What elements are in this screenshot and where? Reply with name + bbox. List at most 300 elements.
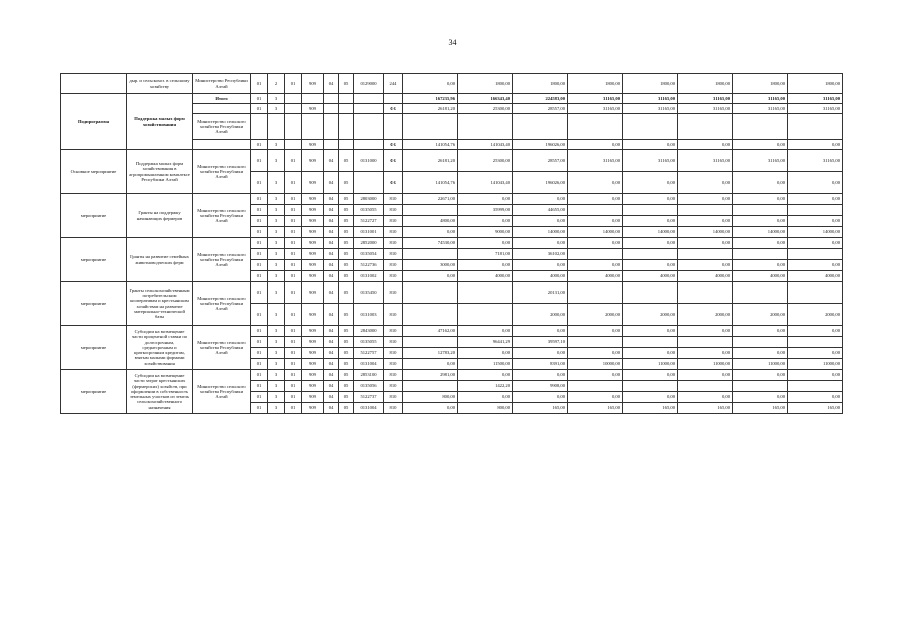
amount-cell: 0,00: [678, 216, 733, 227]
executor-cell: [193, 140, 251, 150]
code-cell: 01: [251, 194, 268, 205]
code-cell: 01: [285, 392, 302, 403]
code-cell: 3: [268, 359, 285, 370]
amount-cell: 0,00: [458, 392, 513, 403]
amount-cell: 1800,00: [513, 74, 568, 94]
amount-cell: 1800,00: [568, 74, 623, 94]
code-cell: 3: [268, 194, 285, 205]
code-cell: 810: [384, 381, 403, 392]
code-cell: [268, 114, 285, 140]
code-cell: [324, 140, 339, 150]
amount-cell: 25300,00: [458, 104, 513, 114]
code-cell: 0135056: [354, 381, 384, 392]
amount-cell: 12783,20: [403, 348, 458, 359]
amount-cell: 14000,00: [733, 227, 788, 238]
code-cell: 01: [251, 227, 268, 238]
amount-cell: 47162,00: [403, 326, 458, 337]
amount-cell: [788, 114, 843, 140]
code-cell: 01: [285, 227, 302, 238]
code-cell: 810: [384, 337, 403, 348]
amount-cell: [788, 249, 843, 260]
code-cell: 01: [285, 403, 302, 414]
code-cell: 3: [268, 403, 285, 414]
amount-cell: 0,00: [733, 172, 788, 194]
executor-cell: Министерство сельского хозяйства Республики Алтай: [193, 326, 251, 370]
amount-cell: 4000,00: [568, 271, 623, 282]
code-cell: 05: [339, 403, 354, 414]
code-cell: 909: [302, 104, 324, 114]
budget-table: [60, 73, 843, 414]
status-cell: Основное мероприятие: [61, 150, 127, 194]
amount-cell: 39597,10: [513, 337, 568, 348]
name-cell: Субсидии на возмещение части затрат крестьянских (фермерских) хозяйств, при оформлении в собственность земельных участков из земель сельскохозяйственного назначения: [127, 370, 193, 414]
amount-cell: [733, 381, 788, 392]
code-cell: 04: [324, 260, 339, 271]
name-cell: Гранты на развитие семейных животноводческих ферм: [127, 238, 193, 282]
code-cell: 04: [324, 337, 339, 348]
amount-cell: [568, 282, 623, 304]
code-cell: 3: [268, 304, 285, 326]
amount-cell: 1800,00: [623, 74, 678, 94]
amount-cell: 0,00: [623, 140, 678, 150]
executor-cell: Министерство сельского хозяйства Республики Алтай: [193, 282, 251, 326]
code-cell: 0135054: [354, 249, 384, 260]
amount-cell: 1800,00: [458, 74, 513, 94]
code-cell: 3: [268, 150, 285, 172]
amount-cell: [788, 205, 843, 216]
name-cell: Поддержка малых форм хозяйствования в агропромышленном комплексе Республики Алтай: [127, 150, 193, 194]
code-cell: 3: [268, 260, 285, 271]
code-cell: 01: [251, 370, 268, 381]
amount-cell: 14000,00: [568, 227, 623, 238]
code-cell: 810: [384, 205, 403, 216]
code-cell: 04: [324, 359, 339, 370]
code-cell: 04: [324, 227, 339, 238]
code-cell: 05: [339, 359, 354, 370]
amount-cell: 0,00: [513, 348, 568, 359]
code-cell: [285, 94, 302, 104]
code-cell: 810: [384, 271, 403, 282]
amount-cell: 0,00: [403, 403, 458, 414]
amount-cell: 0,00: [623, 238, 678, 249]
code-cell: 01: [285, 282, 302, 304]
code-cell: 01: [251, 94, 268, 104]
code-cell: 04: [324, 238, 339, 249]
amount-cell: [678, 205, 733, 216]
code-cell: 01: [251, 216, 268, 227]
code-cell: 810: [384, 392, 403, 403]
code-cell: 04: [324, 348, 339, 359]
amount-cell: 2981,00: [403, 370, 458, 381]
code-cell: [354, 140, 384, 150]
amount-cell: 2000,00: [568, 304, 623, 326]
code-cell: 01: [285, 304, 302, 326]
code-cell: [285, 140, 302, 150]
status-cell: мероприятие: [61, 238, 127, 282]
amount-cell: 0,00: [568, 194, 623, 205]
code-cell: 3: [268, 249, 285, 260]
code-cell: 909: [302, 304, 324, 326]
amount-cell: 0,00: [678, 326, 733, 337]
code-cell: 909: [302, 359, 324, 370]
amount-cell: 2000,00: [788, 304, 843, 326]
code-cell: 909: [302, 370, 324, 381]
amount-cell: [568, 249, 623, 260]
amount-cell: 2000,00: [623, 304, 678, 326]
code-cell: 0131004: [354, 359, 384, 370]
status-cell: мероприятие: [61, 326, 127, 370]
amount-cell: 0,00: [458, 216, 513, 227]
code-cell: 01: [285, 359, 302, 370]
code-cell: 3: [268, 227, 285, 238]
amount-cell: 0,00: [568, 172, 623, 194]
code-cell: 05: [339, 172, 354, 194]
code-cell: 01: [251, 249, 268, 260]
amount-cell: 0,00: [458, 326, 513, 337]
code-cell: 04: [324, 282, 339, 304]
amount-cell: 0,00: [678, 348, 733, 359]
code-cell: 01: [251, 205, 268, 216]
amount-cell: [678, 337, 733, 348]
amount-cell: 141054,76: [403, 172, 458, 194]
amount-cell: 0,00: [513, 238, 568, 249]
amount-cell: 0,00: [568, 348, 623, 359]
amount-cell: 11000,00: [678, 359, 733, 370]
amount-cell: [678, 249, 733, 260]
amount-cell: 0,00: [403, 227, 458, 238]
code-cell: 810: [384, 304, 403, 326]
code-cell: [354, 172, 384, 194]
amount-cell: 31165,00: [678, 150, 733, 172]
code-cell: 909: [302, 260, 324, 271]
amount-cell: 165,00: [568, 403, 623, 414]
amount-cell: 28557,00: [513, 104, 568, 114]
code-cell: [251, 114, 268, 140]
amount-cell: 0,00: [788, 172, 843, 194]
amount-cell: 0,00: [623, 172, 678, 194]
amount-cell: 0,00: [513, 216, 568, 227]
status-cell: Подпрограмма: [61, 94, 127, 150]
amount-cell: 31165,00: [733, 150, 788, 172]
amount-cell: 141043,40: [458, 172, 513, 194]
amount-cell: 165,00: [788, 403, 843, 414]
amount-cell: 0,00: [733, 392, 788, 403]
executor-cell: Министерство сельского хозяйства Республики Алтай: [193, 370, 251, 414]
amount-cell: 0,00: [788, 140, 843, 150]
amount-cell: 0,00: [568, 238, 623, 249]
amount-cell: 1800,00: [788, 74, 843, 94]
code-cell: 05: [339, 205, 354, 216]
amount-cell: [568, 114, 623, 140]
amount-cell: 31165,00: [678, 104, 733, 114]
amount-cell: 0,00: [788, 238, 843, 249]
amount-cell: 0,00: [788, 216, 843, 227]
amount-cell: [623, 381, 678, 392]
code-cell: 3: [268, 370, 285, 381]
table-row: [61, 94, 843, 104]
amount-cell: 10000,00: [568, 359, 623, 370]
code-cell: 3: [268, 140, 285, 150]
amount-cell: [403, 381, 458, 392]
code-cell: 05: [339, 249, 354, 260]
amount-cell: 0,00: [733, 140, 788, 150]
amount-cell: [568, 337, 623, 348]
amount-cell: [568, 205, 623, 216]
code-cell: [339, 104, 354, 114]
code-cell: 01: [251, 104, 268, 114]
code-cell: 909: [302, 249, 324, 260]
amount-cell: 31165,00: [623, 94, 678, 104]
code-cell: 01: [285, 74, 302, 94]
code-cell: 01: [251, 74, 268, 94]
code-cell: 05: [339, 381, 354, 392]
code-cell: 909: [302, 403, 324, 414]
amount-cell: 4000,00: [733, 271, 788, 282]
amount-cell: 0,00: [678, 140, 733, 150]
amount-cell: 2000,00: [733, 304, 788, 326]
code-cell: 909: [302, 227, 324, 238]
code-cell: 04: [324, 205, 339, 216]
amount-cell: 0,00: [458, 238, 513, 249]
amount-cell: 28557,00: [513, 150, 568, 172]
code-cell: 3: [268, 238, 285, 249]
amount-cell: 165,00: [733, 403, 788, 414]
code-cell: 3: [268, 271, 285, 282]
amount-cell: [678, 114, 733, 140]
amount-cell: 0,00: [568, 216, 623, 227]
amount-cell: [623, 114, 678, 140]
amount-cell: 0,00: [733, 260, 788, 271]
amount-cell: 141054,76: [403, 140, 458, 150]
code-cell: 2: [268, 74, 285, 94]
amount-cell: [733, 205, 788, 216]
amount-cell: [733, 114, 788, 140]
code-cell: 909: [302, 271, 324, 282]
code-cell: 909: [302, 140, 324, 150]
amount-cell: 0,00: [513, 370, 568, 381]
code-cell: 05: [339, 326, 354, 337]
code-cell: [302, 94, 324, 104]
code-cell: 0131000: [354, 150, 384, 172]
code-cell: 01: [285, 337, 302, 348]
code-cell: 810: [384, 249, 403, 260]
amount-cell: 0,00: [788, 194, 843, 205]
code-cell: 05: [339, 238, 354, 249]
code-cell: 3: [268, 172, 285, 194]
code-cell: [339, 140, 354, 150]
code-cell: 0135055: [354, 205, 384, 216]
amount-cell: [403, 114, 458, 140]
amount-cell: 0,00: [678, 172, 733, 194]
amount-cell: [623, 249, 678, 260]
amount-cell: 0,00: [458, 194, 513, 205]
code-cell: 01: [251, 238, 268, 249]
amount-cell: 0,00: [678, 392, 733, 403]
amount-cell: 0,00: [458, 260, 513, 271]
amount-cell: 0,00: [568, 140, 623, 150]
amount-cell: 0,00: [733, 348, 788, 359]
amount-cell: 4000,00: [513, 271, 568, 282]
name-cell: Поддержка малых форм хозяйствования: [127, 94, 193, 150]
code-cell: 01: [251, 348, 268, 359]
code-cell: 05: [339, 216, 354, 227]
amount-cell: 0,00: [788, 348, 843, 359]
code-cell: 810: [384, 227, 403, 238]
amount-cell: 0,00: [623, 216, 678, 227]
code-cell: ФБ: [384, 104, 403, 114]
executor-cell: Итого: [193, 94, 251, 104]
code-cell: 909: [302, 194, 324, 205]
code-cell: 01: [285, 271, 302, 282]
amount-cell: 166343,40: [458, 94, 513, 104]
code-cell: 01: [285, 172, 302, 194]
code-cell: 01: [285, 370, 302, 381]
amount-cell: 26181,20: [403, 104, 458, 114]
name-cell: Субсидии на возмещение части процентной ставки по долгосрочным, среднесрочным и краткосрочным кредитам, взятым малыми формами хозяйствования: [127, 326, 193, 370]
executor-cell: Министерство сельского хозяйства Республики Алтай: [193, 238, 251, 282]
code-cell: 01: [251, 271, 268, 282]
table-row: [61, 282, 843, 304]
code-cell: 05: [339, 260, 354, 271]
table-row: [61, 74, 843, 94]
code-cell: ФБ: [384, 150, 403, 172]
amount-cell: 800,00: [403, 392, 458, 403]
code-cell: 01: [251, 282, 268, 304]
code-cell: 04: [324, 392, 339, 403]
amount-cell: 3000,00: [403, 260, 458, 271]
amount-cell: 0,00: [788, 392, 843, 403]
amount-cell: [403, 337, 458, 348]
amount-cell: [678, 282, 733, 304]
amount-cell: 7181,00: [458, 249, 513, 260]
amount-cell: 0,00: [733, 238, 788, 249]
code-cell: 01: [251, 260, 268, 271]
amount-cell: 0,00: [733, 216, 788, 227]
table-row: [61, 238, 843, 249]
amount-cell: 0,00: [403, 359, 458, 370]
executor-cell: Министерство сельского хозяйства Республики Алтай: [193, 194, 251, 238]
code-cell: 01: [251, 403, 268, 414]
amount-cell: 1800,00: [733, 74, 788, 94]
code-cell: 04: [324, 74, 339, 94]
code-cell: 909: [302, 348, 324, 359]
amount-cell: 0,00: [623, 326, 678, 337]
amount-cell: [403, 249, 458, 260]
code-cell: 04: [324, 304, 339, 326]
amount-cell: 0,00: [623, 348, 678, 359]
amount-cell: 0,00: [458, 348, 513, 359]
code-cell: 909: [302, 337, 324, 348]
code-cell: [354, 104, 384, 114]
code-cell: 05: [339, 370, 354, 381]
code-cell: 05: [339, 392, 354, 403]
code-cell: 5122727: [354, 216, 384, 227]
amount-cell: 165,00: [513, 403, 568, 414]
code-cell: 5122736: [354, 260, 384, 271]
code-cell: 0135450: [354, 282, 384, 304]
amount-cell: [623, 205, 678, 216]
code-cell: 3: [268, 348, 285, 359]
code-cell: 810: [384, 238, 403, 249]
code-cell: 3: [268, 392, 285, 403]
amount-cell: 22671,00: [403, 194, 458, 205]
code-cell: 05: [339, 74, 354, 94]
amount-cell: 0,00: [678, 370, 733, 381]
amount-cell: [788, 282, 843, 304]
code-cell: 04: [324, 403, 339, 414]
amount-cell: 0,00: [513, 260, 568, 271]
code-cell: 05: [339, 194, 354, 205]
amount-cell: [678, 381, 733, 392]
amount-cell: [788, 337, 843, 348]
amount-cell: 0,00: [568, 392, 623, 403]
code-cell: [285, 114, 302, 140]
code-cell: 5122757: [354, 348, 384, 359]
code-cell: 810: [384, 282, 403, 304]
code-cell: 0131003: [354, 304, 384, 326]
code-cell: 3: [268, 205, 285, 216]
code-cell: 04: [324, 370, 339, 381]
amount-cell: 4000,00: [623, 271, 678, 282]
code-cell: 2843000: [354, 326, 384, 337]
amount-cell: 14000,00: [678, 227, 733, 238]
amount-cell: 0,00: [788, 326, 843, 337]
amount-cell: [623, 282, 678, 304]
code-cell: [285, 104, 302, 114]
executor-cell: Министерство сельского хозяйства Республики Алтай: [193, 114, 251, 140]
table-row: [61, 150, 843, 172]
code-cell: 04: [324, 194, 339, 205]
code-cell: 05: [339, 348, 354, 359]
code-cell: 2803000: [354, 194, 384, 205]
code-cell: 909: [302, 172, 324, 194]
amount-cell: 31165,00: [788, 104, 843, 114]
executor-cell: [193, 104, 251, 114]
code-cell: 01: [285, 238, 302, 249]
code-cell: 3: [268, 282, 285, 304]
code-cell: 0131001: [354, 227, 384, 238]
amount-cell: [403, 282, 458, 304]
code-cell: 04: [324, 216, 339, 227]
name-cell: Гранты на поддержку начинающих фермеров: [127, 194, 193, 238]
code-cell: 810: [384, 370, 403, 381]
code-cell: 01: [251, 392, 268, 403]
code-cell: [339, 94, 354, 104]
code-cell: 01: [285, 249, 302, 260]
amount-cell: [733, 337, 788, 348]
amount-cell: 31165,00: [568, 104, 623, 114]
amount-cell: [733, 282, 788, 304]
amount-cell: 31165,00: [733, 104, 788, 114]
code-cell: 909: [302, 238, 324, 249]
executor-cell: Министерство сельского хозяйства Республики Алтай: [193, 150, 251, 194]
amount-cell: 26181,20: [403, 150, 458, 172]
amount-cell: [623, 337, 678, 348]
code-cell: [339, 114, 354, 140]
code-cell: 04: [324, 381, 339, 392]
amount-cell: 0,00: [788, 260, 843, 271]
amount-cell: 11000,00: [788, 359, 843, 370]
amount-cell: 0,00: [568, 326, 623, 337]
code-cell: 05: [339, 304, 354, 326]
code-cell: 810: [384, 260, 403, 271]
amount-cell: 0,00: [678, 194, 733, 205]
amount-cell: 4000,00: [788, 271, 843, 282]
table-row: [61, 194, 843, 205]
status-cell: мероприятие: [61, 282, 127, 326]
code-cell: 01: [251, 359, 268, 370]
amount-cell: [788, 381, 843, 392]
